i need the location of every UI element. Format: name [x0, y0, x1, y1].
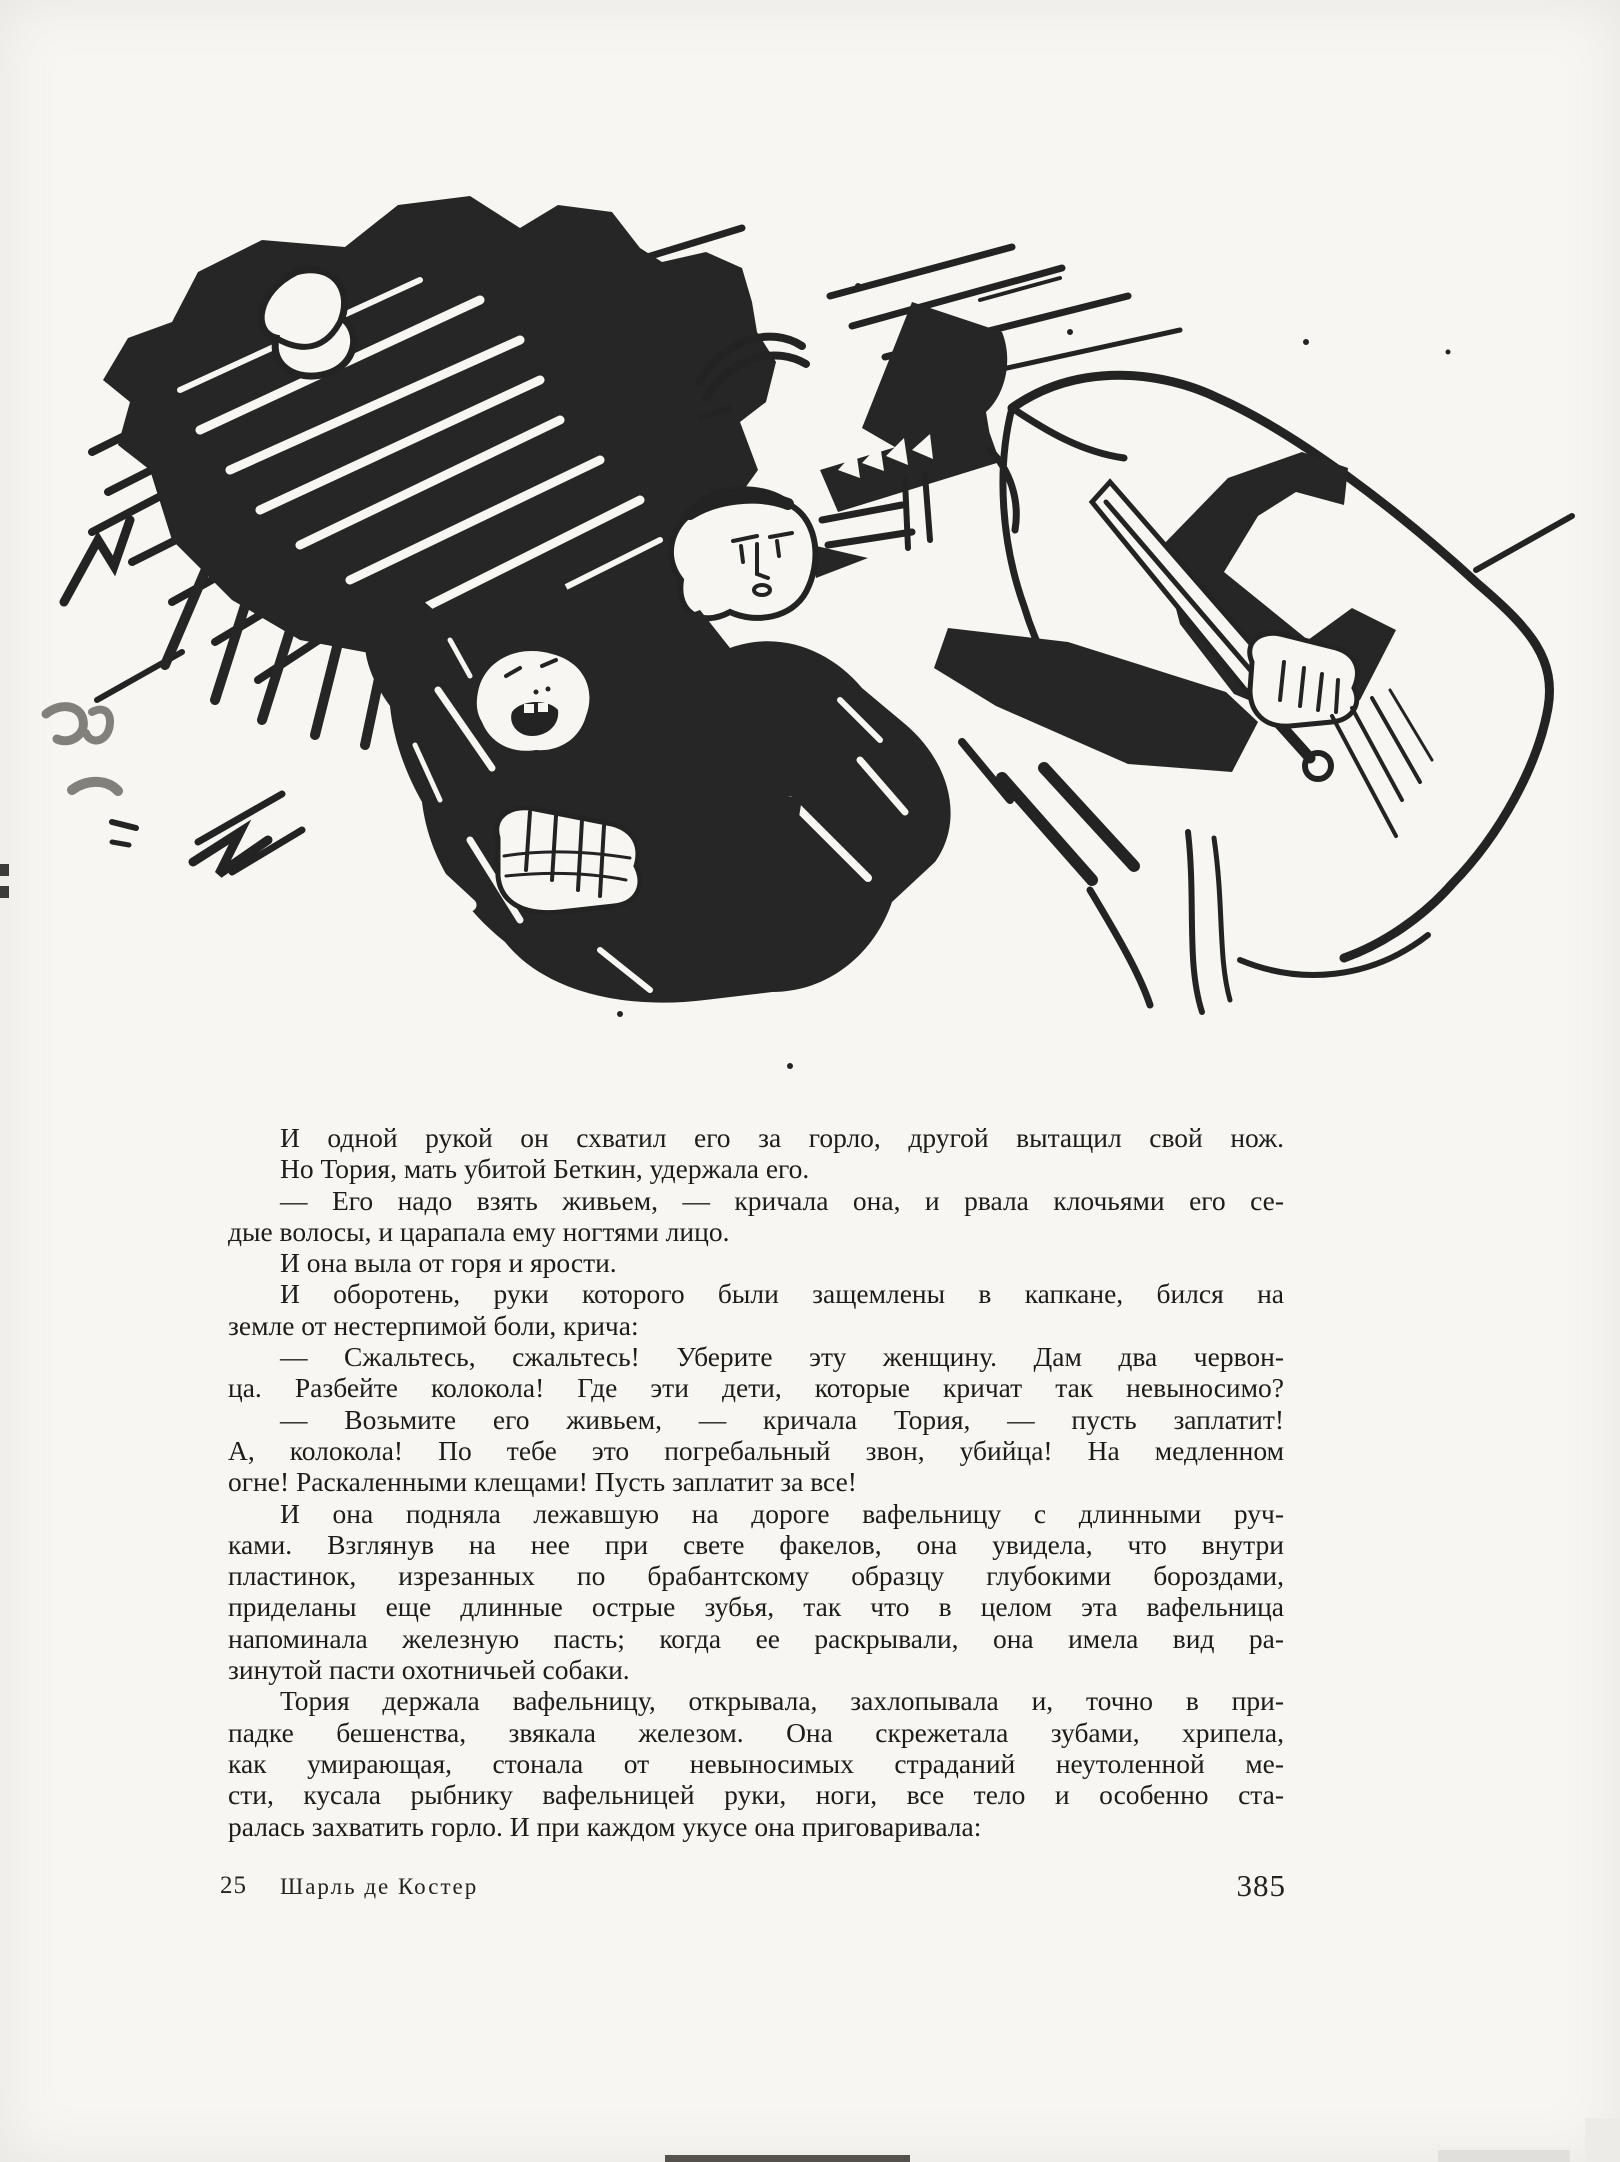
text-line: зинутой пасти охотничьей собаки.	[228, 1654, 630, 1686]
text-line: огне! Раскаленными клещами! Пусть заплатит за все!	[228, 1466, 857, 1498]
text-line: И одной рукой он схватил его за горло, другой вытащил свой нож.	[280, 1122, 1284, 1153]
scan-margin-mark	[0, 864, 9, 876]
text-line: Тория держала вафельницу, открывала, захлопывала и, точно в при-	[280, 1685, 1284, 1717]
text-line: И оборотень, руки которого были защемлены в капкане, бился на	[280, 1278, 1284, 1310]
text-line: напоминала железную пасть; когда ее раскрывали, она имела вид ра-	[228, 1622, 1284, 1654]
page-footer	[220, 1868, 1286, 1908]
signature-number: 25	[220, 1872, 247, 1899]
lower-arm-strokes	[962, 742, 1150, 1005]
scan-edge-bar	[665, 2155, 910, 2162]
hooded-figure	[820, 302, 1016, 548]
text-line: ками. Взглянув на нее при свете факелов, она увидела, что внутри	[228, 1528, 1284, 1560]
text-line: — Сжальтесь, сжальтесь! Уберите эту женщину. Дам два червон-	[280, 1341, 1284, 1373]
text-line: — Возьмите его живьем, — кричала Тория, — пусть заплатит!	[280, 1403, 1284, 1435]
text-line: земле от нестерпимой боли, крича:	[228, 1309, 639, 1341]
scan-edge-smudge	[1585, 2118, 1620, 2162]
hair-tuft	[812, 545, 868, 578]
text-line: И она выла от горя и ярости.	[280, 1247, 617, 1279]
cloaked-figure-with-dagger	[934, 375, 1572, 1012]
body-text	[228, 1122, 1284, 1842]
tooth	[524, 704, 534, 713]
text-line: приделаны еще длинные острые зубья, так что в целом эта вафельница	[228, 1591, 1284, 1623]
tooth	[538, 703, 548, 712]
text-line: — Его надо взять живьем, — кричала она, и рвала клочьями его се-	[280, 1184, 1284, 1216]
scan-margin-mark	[0, 886, 9, 898]
text-line: А, колокола! По тебе это погребальный звон, убийца! На медленном	[228, 1434, 1284, 1466]
running-title: Шарль де Костер	[280, 1874, 479, 1899]
hat	[261, 270, 354, 376]
text-line: ралась захватить горло. И при каждом укусе она приговаривала:	[228, 1810, 982, 1842]
text-line: И она подняла лежавшую на дороге вафельницу с длинными руч-	[280, 1497, 1284, 1529]
text-line: сти, кусала рыбнику вафельницей руки, ноги, все тело и особенно ста-	[228, 1779, 1284, 1811]
text-line: дые волосы, и царапала ему ногтями лицо.	[228, 1215, 730, 1247]
dagger-pommel	[1305, 753, 1331, 779]
text-line: Но Тория, мать убитой Беткин, удержала его.	[280, 1153, 810, 1185]
faded-scribble-marks	[46, 707, 118, 791]
text-line: пластинок, изрезанных по брабантскому образцу глубокими бороздами,	[228, 1560, 1284, 1592]
scan-edge-bar	[1438, 2150, 1570, 2162]
text-line: падке бешенства, звякала железом. Она скрежетала зубами, хрипела,	[228, 1716, 1284, 1748]
zigzag-strokes-bottom-left	[112, 794, 302, 874]
text-line: ца. Разбейте колокола! Где эти дети, которые кричат так невыносимо?	[228, 1372, 1284, 1404]
page-number: 385	[1236, 1868, 1286, 1903]
text-line: как умирающая, стонала от невыносимых страданий неутоленной ме-	[228, 1747, 1284, 1779]
cloak-bottom-strands	[1188, 832, 1428, 1012]
screaming-hooded-man	[365, 560, 951, 1003]
gripping-hand	[497, 808, 640, 913]
